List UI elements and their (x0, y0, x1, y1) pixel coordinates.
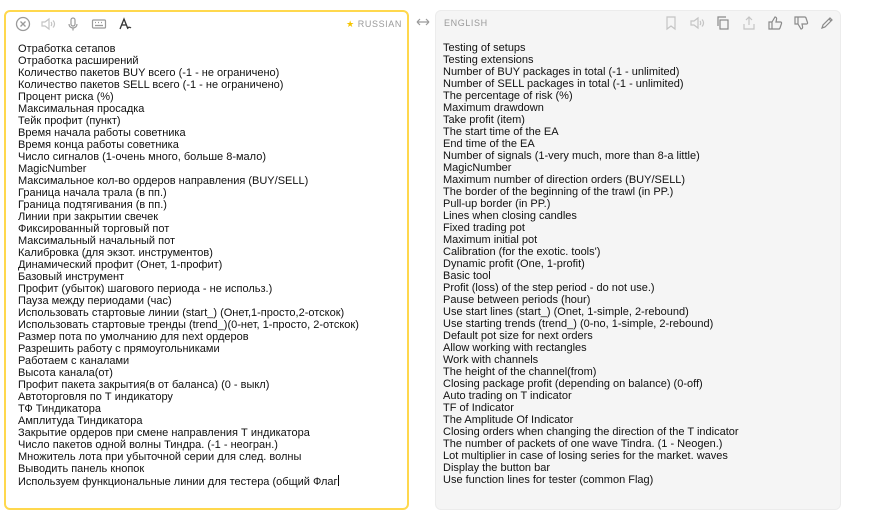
star-icon: ★ (346, 19, 355, 29)
source-text-line: Множитель лота при убыточной серии для след. волны (18, 451, 302, 463)
source-text-line: Разрешить работу с прямоугольниками (18, 343, 220, 355)
source-text-line: Число сигналов (1-очень много, больше 8-мало) (18, 151, 266, 163)
source-text-line: Максимальное кол-во ордеров направления (BUY/SELL) (18, 175, 309, 187)
target-text-line: Default pot size for next orders (443, 330, 593, 342)
source-text-pane (4, 10, 409, 510)
source-text-line: Работаем с каналами (18, 355, 130, 367)
source-language-label[interactable] (346, 19, 402, 30)
target-text-line: Lines when closing candles (443, 210, 577, 222)
target-text-line: Closing package profit (depending on balance) (0-off) (443, 378, 703, 390)
target-text-line: TF of Indicator (443, 402, 514, 414)
target-text-line: Profit (loss) of the step period - do not use.) (443, 282, 655, 294)
target-text-line: Use start lines (start_) (Onet, 1-simple, 2-rebound) (443, 306, 689, 318)
target-text-line: Maximum drawdown (443, 102, 544, 114)
edit-icon[interactable] (818, 14, 836, 32)
source-text-line: Профит (убыток) шагового периода - не использ.) (18, 283, 273, 295)
target-text-line: Testing extensions (443, 54, 534, 66)
source-text-line: Пауза между периодами (час) (18, 295, 172, 307)
thumbs-up-icon[interactable] (766, 14, 784, 32)
target-text-line: Calibration (for the exotic. tools') (443, 246, 601, 258)
target-text-line: Closing orders when changing the direction of the T indicator (443, 426, 739, 438)
target-text-line: The height of the channel(from) (443, 366, 597, 378)
source-text-line: MagicNumber (18, 163, 87, 175)
share-icon[interactable] (740, 14, 758, 32)
source-text-line: Количество пакетов BUY всего (-1 - не ограничено) (18, 67, 280, 79)
source-text-line: Базовый инструмент (18, 271, 125, 283)
source-text-line: Граница начала трала (в пп.) (18, 187, 167, 199)
source-language-name: RUSSIAN (357, 19, 402, 29)
translation-output (443, 42, 836, 486)
source-text-line: Закрытие ордеров при смене направления Т индикатора (18, 427, 310, 439)
target-text-line: Dynamic profit (One, 1-profit) (443, 258, 585, 270)
target-text-line: Number of BUY packages in total (-1 - unlimited) (443, 66, 680, 78)
source-text-line: Использовать стартовые тренды (trend_)(0-нет, 1-просто, 2-отскок) (18, 319, 359, 331)
target-text-line: Auto trading on T indicator (443, 390, 572, 402)
speaker-icon[interactable] (39, 15, 57, 33)
source-text-line: Время конца работы советника (18, 139, 179, 151)
source-text-line: ТФ Тиндикатора (18, 403, 101, 415)
source-text-line: Граница подтягивания (в пп.) (18, 199, 167, 211)
source-text-line: Размер пота по умолчанию для next ордеров (18, 331, 249, 343)
bookmark-icon[interactable] (662, 14, 680, 32)
source-text-line: Использовать стартовые линии (start_) (Онет,1-просто,2-отскок) (18, 307, 345, 319)
target-text-line: Number of signals (1-very much, more than 8-a little) (443, 150, 700, 162)
target-text-line: The start time of the EA (443, 126, 559, 138)
source-text-line: Время начала работы советника (18, 127, 186, 139)
target-text-line: Pause between periods (hour) (443, 294, 591, 306)
target-text-line: MagicNumber (443, 162, 512, 174)
target-text-line: The border of the beginning of the trawl (in PP.) (443, 186, 674, 198)
target-text-line: Lot multiplier in case of losing series for the market. waves (443, 450, 728, 462)
source-text-line: Автоторговля по Т индикатору (18, 391, 173, 403)
target-text-line: End time of the EA (443, 138, 535, 150)
source-text-line: Отработка сетапов (18, 43, 116, 55)
text-cursor (338, 475, 339, 486)
source-text-line: Максимальная просадка (18, 103, 145, 115)
target-text-line: The percentage of risk (%) (443, 90, 573, 102)
target-text-line: The number of packets of one wave Tindra. (1 - Neogen.) (443, 438, 723, 450)
target-text-line: Display the button bar (443, 462, 551, 474)
target-text-line: Allow working with rectangles (443, 342, 587, 354)
target-text-line: Maximum initial pot (443, 234, 538, 246)
source-text-line: Выводить панель кнопок (18, 463, 145, 475)
target-text-line: Maximum number of direction orders (BUY/SELL) (443, 174, 686, 186)
clear-icon[interactable] (14, 15, 32, 33)
target-text-line: Work with channels (443, 354, 539, 366)
handwriting-icon[interactable] (116, 15, 134, 33)
source-text-line: Максимальный начальный пот (18, 235, 175, 247)
source-text-line: Тейк профит (пункт) (18, 115, 121, 127)
source-text-line: Количество пакетов SELL всего (-1 - не ограничено) (18, 79, 284, 91)
source-text-line: Используем функциональные линии для тестера (общий Флаг (18, 476, 338, 488)
thumbs-down-icon[interactable] (792, 14, 810, 32)
target-text-line: The Amplitude Of Indicator (443, 414, 574, 426)
source-toolbar (6, 12, 407, 38)
target-text-line: Number of SELL packages in total (-1 - unlimited) (443, 78, 684, 90)
target-text-line: Pull-up border (in PP.) (443, 198, 551, 210)
source-text-line: Высота канала(от) (18, 367, 113, 379)
keyboard-icon[interactable] (90, 15, 108, 33)
target-language-label[interactable] (444, 18, 488, 28)
source-text-line: Калибровка (для экзот. инструментов) (18, 247, 213, 259)
copy-icon[interactable] (714, 14, 732, 32)
speaker-icon[interactable] (688, 14, 706, 32)
target-text-line: Take profit (item) (443, 114, 525, 126)
target-text-pane (435, 10, 841, 510)
source-text-line: Линии при закрытии свечек (18, 211, 159, 223)
source-text-line: Отработка расширений (18, 55, 139, 67)
source-text-line: Амплитуда Тиндикатора (18, 415, 143, 427)
target-text-line: Basic tool (443, 270, 491, 282)
target-language-name: ENGLISH (444, 18, 488, 28)
source-text-line: Процент риска (%) (18, 91, 114, 103)
source-text-line: Фиксированный торговый пот (18, 223, 170, 235)
source-text-line: Профит пакета закрытия(в от баланса) (0 - выкл) (18, 379, 270, 391)
source-text-line: Динамический профит (Онет, 1-профит) (18, 259, 223, 271)
target-text-line: Testing of setups (443, 42, 526, 54)
source-text-input[interactable] (18, 43, 403, 487)
target-text-line: Use starting trends (trend_) (0-no, 1-simple, 2-rebound) (443, 318, 714, 330)
swap-languages-icon[interactable] (414, 15, 432, 29)
target-text-line: Fixed trading pot (443, 222, 525, 234)
microphone-icon[interactable] (64, 15, 82, 33)
source-text-line: Число пакетов одной волны Тиндра. (-1 - неогран.) (18, 439, 278, 451)
target-toolbar (436, 11, 840, 37)
target-text-line: Use function lines for tester (common Flag) (443, 474, 654, 486)
